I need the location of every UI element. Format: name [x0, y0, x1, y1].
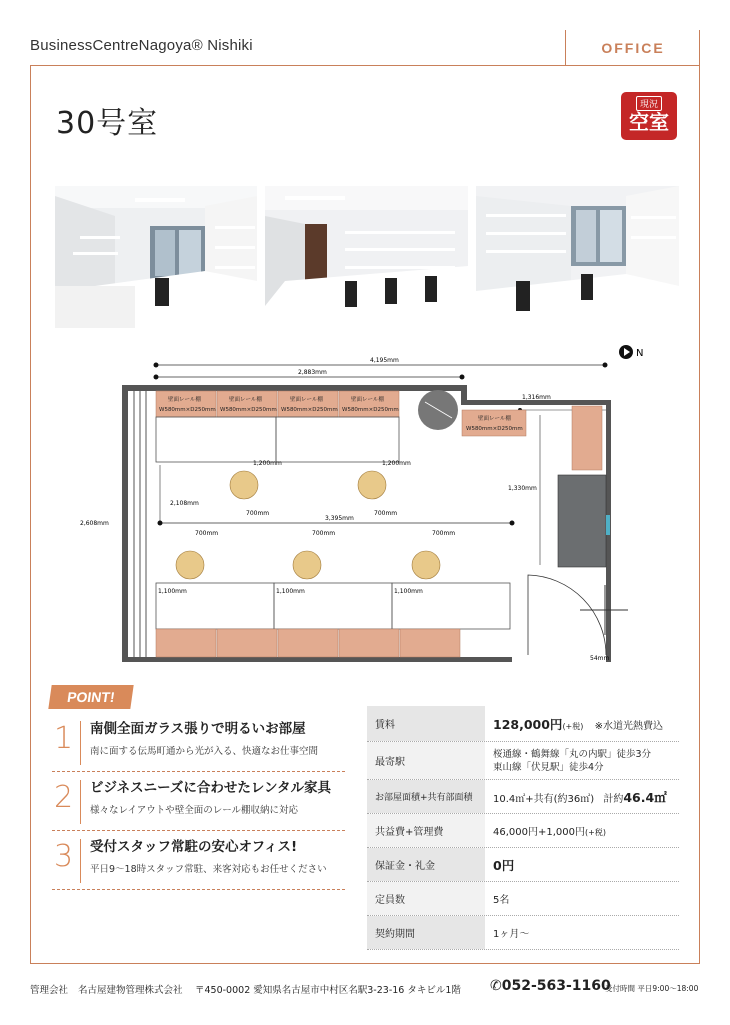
- point-item: [52, 831, 345, 890]
- term-label: 契約期間: [367, 916, 485, 949]
- shelf-label-3: 壁面レール棚: [290, 397, 323, 403]
- shelf-size-3: W580mm×D250mm: [281, 407, 338, 413]
- door: [528, 575, 606, 655]
- capacity-label: 定員数: [367, 882, 485, 915]
- dim-height-total: 2,608mm: [80, 520, 109, 527]
- north-label: N: [636, 348, 644, 359]
- fee-value: 46,000円+1,000円: [493, 827, 585, 838]
- point-number: 2: [54, 780, 74, 815]
- phone-link[interactable]: [490, 978, 611, 994]
- points-list: [52, 713, 345, 890]
- info-row-area: [367, 780, 679, 814]
- station-line-1: 桜通線・鶴舞線「丸の内駅」徒歩3分: [493, 748, 652, 760]
- dim-700d: 700mm: [312, 530, 336, 537]
- term-value: 1ヶ月～: [485, 925, 679, 940]
- point-item: [52, 772, 345, 831]
- shelf-bottom-1: [156, 629, 216, 657]
- dim-height-right: 1,330mm: [508, 485, 537, 492]
- point-number: 1: [54, 721, 74, 756]
- chair-1: [230, 471, 258, 499]
- deposit-label: 保証金・礼金: [367, 848, 485, 881]
- dim-700a: 700mm: [246, 510, 270, 517]
- dim-door-gap: 54mm: [590, 655, 610, 662]
- point-subtext: 平日9～18時スタッフ常駐、来客対応もお任せください: [90, 864, 327, 875]
- dim-700c: 700mm: [195, 530, 219, 537]
- dim-1100b: 1,100mm: [276, 588, 305, 595]
- dim-1100a: 1,100mm: [158, 588, 187, 595]
- area-total: 46.4㎡: [623, 789, 667, 805]
- dim-desk-row-1: 1,200mm: [253, 460, 282, 467]
- brand-name: BusinessCentreNagoya® Nishiki: [30, 37, 253, 54]
- area-total-prefix: 計約: [603, 793, 624, 805]
- info-row-fee: [367, 814, 679, 848]
- info-row-capacity: [367, 882, 679, 916]
- shelf-right-side: [572, 406, 602, 470]
- status-label: 現況: [636, 96, 662, 111]
- shelf-label-4: 壁面レール棚: [351, 397, 384, 403]
- phone-number: 052-563-1160: [501, 978, 611, 994]
- shelf-top-3: [278, 391, 338, 417]
- shelf-size-1: W580mm×D250mm: [159, 407, 216, 413]
- office-photo-2: [265, 186, 468, 328]
- fee-label: 共益費+管理費: [367, 814, 485, 847]
- rent-tax: (+税): [562, 721, 584, 731]
- shelf-bottom-2: [217, 629, 277, 657]
- office-photo-1: [55, 186, 257, 328]
- fee-tax: (+税): [585, 828, 606, 837]
- shelf-label-5: 壁面レール棚: [478, 416, 511, 422]
- category-label: OFFICE: [565, 30, 700, 66]
- point-heading: ビジネスニーズに合わせたレンタル家具: [90, 780, 332, 796]
- chair-4: [293, 551, 321, 579]
- status-value: 空室: [629, 110, 669, 134]
- station-line-2: 東山線「伏見駅」徒歩4分: [493, 761, 604, 773]
- area-label: お部屋面積+共有部面積: [367, 780, 485, 813]
- dim-right-width: 1,316mm: [522, 394, 551, 401]
- dim-700b: 700mm: [374, 510, 398, 517]
- point-heading: 受付スタッフ常駐の安心オフィス!: [90, 839, 298, 855]
- point-badge: POINT!: [48, 685, 133, 709]
- station-label: 最寄駅: [367, 742, 485, 779]
- shelf-top-1: [156, 391, 216, 417]
- company-address: 〒450-0002 愛知県名古屋市中村区名駅3-23-16 タキビル1階: [195, 985, 461, 996]
- floor-plan: [60, 340, 680, 675]
- rent-note: ※水道光熱費込: [594, 720, 663, 732]
- chair-3: [176, 551, 204, 579]
- info-row-station: [367, 742, 679, 780]
- shelf-top-2: [217, 391, 277, 417]
- phone-icon: ✆: [490, 978, 502, 994]
- shelf-bottom-3: [278, 629, 338, 657]
- info-row-term: [367, 916, 679, 950]
- status-badge: [621, 92, 677, 140]
- shelf-bottom-5: [400, 629, 460, 657]
- company-label: 管理会社: [30, 985, 69, 996]
- point-item: [52, 713, 345, 772]
- dim-total-width: 4,195mm: [370, 357, 399, 364]
- dim-desk-row-2: 1,200mm: [382, 460, 411, 467]
- shelf-size-4: W580mm×D250mm: [342, 407, 399, 413]
- shelf-bottom-4: [339, 629, 399, 657]
- area-value: 10.4㎡+共有(約36㎡): [493, 793, 595, 805]
- info-table: [367, 706, 679, 950]
- deposit-value: 0円: [493, 857, 515, 873]
- dim-center: 3,395mm: [325, 515, 354, 522]
- point-subtext: 様々なレイアウトや壁全面のレール棚収納に対応: [90, 805, 299, 816]
- shelf-size-2: W580mm×D250mm: [220, 407, 277, 413]
- rent-label: 賃料: [367, 706, 485, 741]
- company-name: 名古屋建物管理株式会社: [78, 985, 183, 996]
- chair-2: [358, 471, 386, 499]
- shelf-size-5: W580mm×D250mm: [466, 426, 523, 432]
- dim-height-left: 2,108mm: [170, 500, 199, 507]
- point-subtext: 南に面する伝馬町通から光が入る、快適なお仕事空間: [90, 746, 319, 757]
- info-row-rent: [367, 706, 679, 742]
- cabinet: [558, 475, 606, 567]
- office-photo-3: [476, 186, 679, 328]
- shelf-top-4: [339, 391, 399, 417]
- point-heading: 南側全面ガラス張りで明るいお部屋: [90, 721, 306, 737]
- dim-1100c: 1,100mm: [394, 588, 423, 595]
- dim-inner-width: 2,883mm: [298, 369, 327, 376]
- business-hours: 受付時間 平日9:00～18:00: [605, 984, 699, 993]
- info-row-deposit: [367, 848, 679, 882]
- capacity-value: 5名: [485, 891, 679, 906]
- shelf-label-1: 壁面レール棚: [168, 397, 201, 403]
- point-number: 3: [54, 839, 74, 874]
- shelf-right-top: [462, 410, 526, 436]
- shelf-label-2: 壁面レール棚: [229, 397, 262, 403]
- room-title: 30号室: [56, 106, 159, 141]
- rent-value: 128,000円: [493, 716, 563, 732]
- dim-700e: 700mm: [432, 530, 456, 537]
- chair-5: [412, 551, 440, 579]
